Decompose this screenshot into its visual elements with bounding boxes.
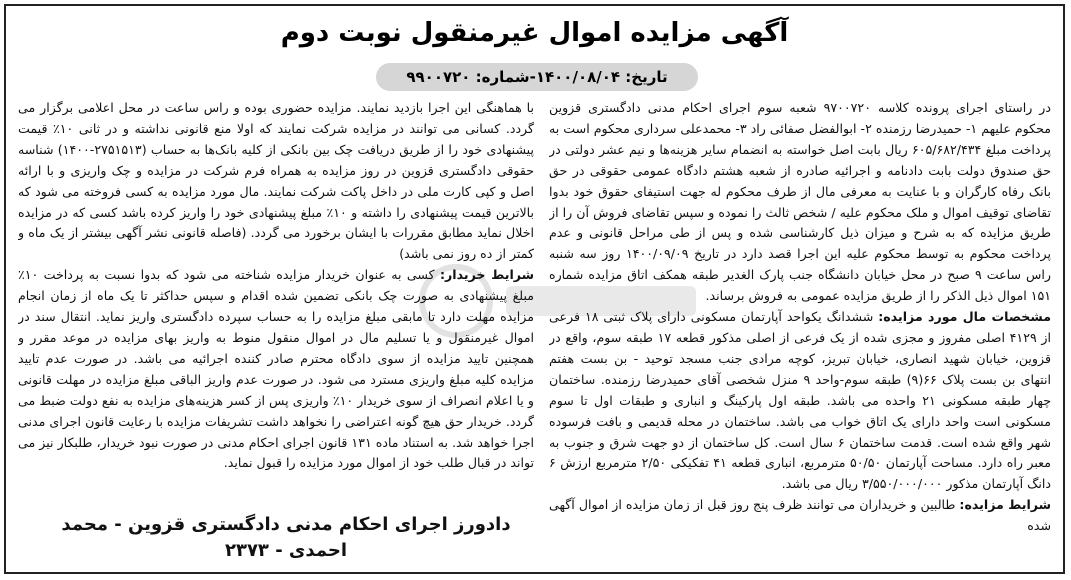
notice-title: آگهی مزایده اموال غیرمنقول نوبت دوم — [280, 18, 789, 48]
notice-paragraph-buyer — [18, 265, 534, 474]
conditions-text: طالبین و خریداران می توانند ظرف پنج روز قبل از زمان مزایده از اموال آگهی شده — [549, 497, 1051, 534]
date-number-bar: تاریخ: ۱۴۰۰/۰۸/۰۴-شماره: ۹۹۰۰۷۲۰ — [376, 63, 698, 91]
notice-paragraph-intro — [549, 98, 1051, 307]
participation-text: با هماهنگی این اجرا بازدید نمایند. مزایده حضوری بوده و راس ساعت در محل اعلامی برگزار می گردد. کسانی می توانند در مزایده شرکت نمایند که اولا منع قانونی نداشته و در ثانی ۱۰٪ قیمت پیشنهادی خود را از طریق دریافت چک بین بانکی از کلیه بانک‌ها به حساب (۲۷۵۱۵۱۳-۱۴۰۰) شناسه حقوقی دادگستری قزوین در روز مزایده به همراه فرم شرکت در مزایده و چک واریزی و با ارائه اصل و کپی کارت ملی در داخل پاکت شرکت نمایند. مال مورد مزایده به کسی فروخته می شود که بالاترین قیمت پیشنهادی را داشته و ۱۰٪ مبلغ پیشنهادی خود را واریز کرده باشد کسی که در مزایده اخلال نماید مطابق مقررات با ایشان برخورد می گردد. (فاصله قانونی نشر آگهی بیشتر از یک ماه و کمتر از ده روز نمی باشد) — [18, 100, 534, 262]
conditions-label: شرایط مزایده: — [959, 497, 1051, 513]
notice-column-left — [18, 98, 534, 538]
spec-text: ششدانگ یکواحد آپارتمان مسکونی دارای پلاک ثبتی ۱۸ فرعی از ۴۱۲۹ اصلی مفروز و مجزی شده از یک فرعی از اصلی مذکور قطعه ۱۷ طبقه سوم، واقع در قزوین، خیابان شهید انصاری، خیابان تبریز، کوچه مرادی جنب مسجد توحید - بن بست هفتم انتهای بن بست پلاک ۶۶(۹) طبقه سوم-واحد ۹ منزل شخصی آقای حمیدرضا رزمنده. ساختمان چهار طبقه مسکونی ۲۱ واحده می باشد. طبقه اول پارکینگ و انباری و طبقات اول تا سوم مسکونی است واحد دارای یک اتاق خواب می باشد. ساختمان در محله قدیمی و بافت فرسوده شهر واقع شده است. قدمت ساختمان ۶ سال است. کل ساختمان از دو جهت شرق و جنوب به معبر راه دارد. مساحت آپارتمان ۵۰/۵۰ مترمربع، انباری قطعه ۴۱ تفکیکی ۲/۵۰ مترمربع ارزش ۶ دانگ آپارتمان مذکور ۳/۵۵۰/۰۰۰/۰۰۰ ریال می باشد. — [549, 309, 1051, 492]
buyer-label: شرایط خریدار: — [439, 267, 534, 283]
notice-paragraph-conditions — [549, 495, 1051, 537]
notice-frame — [4, 4, 1065, 574]
spec-label: مشخصات مال مورد مزایده: — [878, 309, 1051, 325]
notice-paragraph-specs — [549, 307, 1051, 495]
notice-column-right — [549, 98, 1051, 566]
intro-text: در راستای اجرای پرونده کلاسه ۹۷۰۰۷۲۰ شعبه سوم اجرای احکام مدنی دادگستری قزوین محکوم علیهم ۱- حمیدرضا رزمنده ۲- ابوالفضل صفائی راد ۳- محمدعلی سرداری محکوم است به پرداخت مبلغ ۶۰۵/۶۸۲/۴۳۴ ریال بابت اصل خواسته به انضمام سایر هزینه‌ها و نیم عشر دولتی در حق صندوق دولت بابت دادنامه و اجرائیه صادره از شعبه هشتم دادگاه عمومی حقوقی در حق بانک رفاه کارگران و با عنایت به معرفی مال از طرف محکوم له جهت استیفای حقوق خود بدوا تقاضای توقیف اموال و ملک محکوم علیه / شخص ثالث را نموده و سپس تقاضای فروش آن را از طریق مزایده که به شرح و میزان ذیل کارشناسی شده و پس از طی مراحل قانونی و عدم پرداخت محکوم به توسط محکوم علیه این اجرا قصد دارد در تاریخ ۱۴۰۰/۰۹/۰۹ روز سه شنبه راس ساعت ۹ صبح در محل خیابان دانشگاه جنب پارک الغدیر طبقه همکف اتاق مزایده شماره ۱۵۱ اموال ذیل الذکر را از طریق مزایده عمومی به فروش برساند. — [549, 100, 1051, 304]
signature-line: دادورز اجرای احکام مدنی دادگستری قزوین - محمد احمدی - ۲۳۷۳ — [61, 514, 511, 561]
buyer-text: کسی به عنوان خریدار مزایده شناخته می شود که بدوا نسبت به پرداخت ۱۰٪ مبلغ پیشنهادی به صورت چک بانکی تضمین شده اقدام و سپس حداکثر تا یک ماه از زمان انجام مزایده مهلت دارد تا مابقی مبلغ مزایده را به حساب سپرده دادگستری واریز نماید. انتقال سند در اموال غیرمنقول و یا تسلیم مال در اموال منقول منوط به واریز بهای مزایده در موعد مقرر و همچنین تایید مزایده از سوی دادگاه محترم صادر کننده اجرائیه می باشد. در صورت عدم تایید مزایده کلیه مبلغ واریزی مسترد می شود. در صورت عدم واریز الباقی مبلغ مزایده در مهلت قانونی و یا اعلام انصراف از سوی خریدار ۱۰٪ واریزی پس از کسر هزینه‌های مزایده به نفع دولت ضبط می گردد. خریدار حق هیچ گونه اعتراضی را نخواهد داشت تشریفات مزایده با رعایت قانون اجرای مدنی اجرا خواهد شد. به استناد ماده ۱۳۱ قانون اجرای احکام مدنی در صورت نبود خریدار، طلبکار نیز می تواند در قبال طلب خود از اموال مورد مزایده را قبول نماید. — [18, 267, 534, 471]
notice-paragraph-participation — [18, 98, 534, 265]
